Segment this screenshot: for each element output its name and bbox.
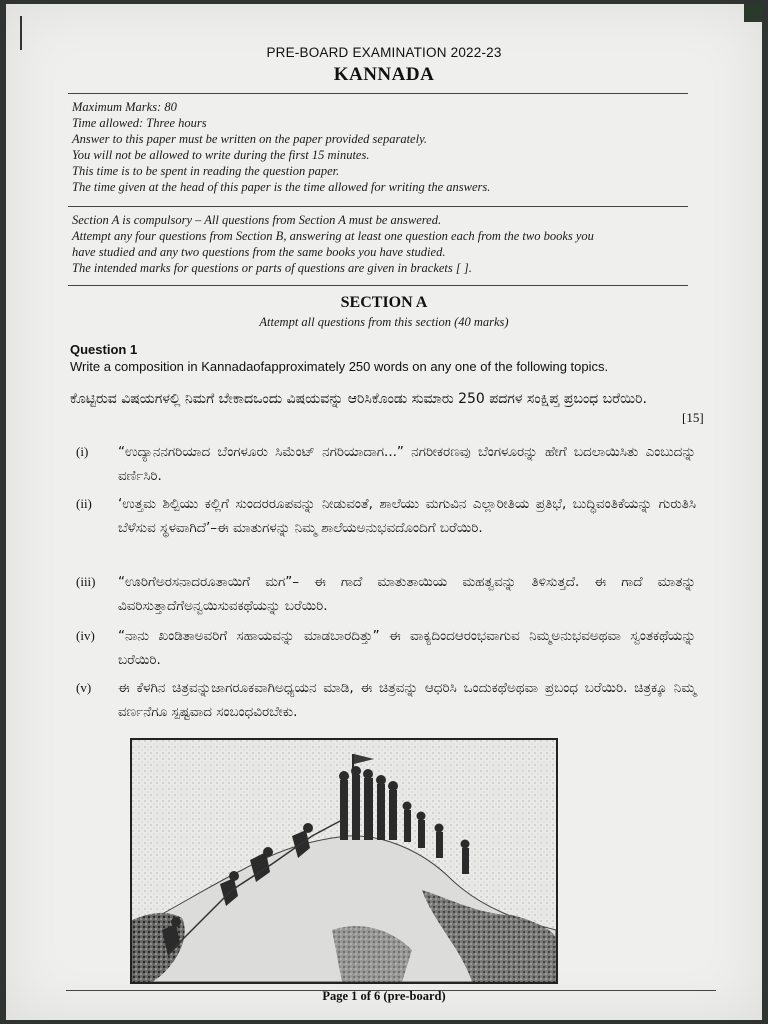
exam-title: PRE-BOARD EXAMINATION 2022-23 [266, 45, 502, 60]
question-prompt: Write a composition in Kannadaofapproximately 250 words on any one of the following topics. [70, 359, 609, 374]
question-marks: [15] [682, 410, 704, 425]
option-text: “ಉದ್ಯಾನನಗರಿಯಾದ ಬೆಂಗಳೂರು ಸಿಮೆಂಟ್ ನಗರಿಯಾದಾಗ...” ನಗರೀಕರಣವು ಬೆಂಗಳೂರನ್ನು ಹೇಗೆ ಬದಲಾಯಿಸಿತು ಎಂಬುದನ್ನು ವರ್ಣಿಸಿರಿ. [118, 444, 696, 484]
divider [68, 285, 688, 286]
topic-option [76, 492, 696, 566]
kannada-intro: ಕೊಟ್ಟಿರುವ ವಿಷಯಗಳಲ್ಲಿ ನಿಮಗೆ ಬೇಕಾದಒಂದು ವಿಷಯವನ್ನು ಆರಿಸಿಕೊಂಡು ಸುಮಾರು 250 ಪದಗಳ ಸಂಕ್ಷಿಪ್ತ ಪ್ರಬಂಧ ಬರೆಯಿರಿ. [70, 391, 647, 407]
instruction-answer: Answer to this paper must be written on the paper provided separately. [72, 132, 428, 146]
instruction-time-given: The time given at the head of this paper is the time allowed for writing the answers. [72, 180, 491, 194]
divider [68, 93, 688, 94]
instruction-time: Time allowed: Three hours [72, 116, 207, 130]
instruction-no-write: You will not be allowed to write during the first 15 minutes. [72, 148, 370, 162]
subject-title: KANNADA [333, 64, 435, 85]
option-text: ಈ ಕೆಳಗಿನ ಚಿತ್ರವನ್ನುಜಾಗರೂಕವಾಗಿಅಧ್ಯಯನ ಮಾಡಿ, ಈ ಚಿತ್ರವನ್ನು ಆಧರಿಸಿ ಒಂದುಕಥೆಅಥವಾ ಪ್ರಬಂಧ ಬರೆಯಿರಿ. ಚಿತ್ರಕ್ಕೂ ನಿಮ್ಮ ವರ್ಣನೆಗೂ ಸ್ಪಷ್ಟವಾದ ಸಂಬಂಧವಿರಬೇಕು. [118, 680, 696, 720]
option-number: (ii) [76, 496, 92, 511]
page-footer: Page 1 of 6 (pre-board) [322, 989, 446, 1003]
section-note-b-cont: have studied and any two questions from the same books you have studied. [72, 245, 446, 259]
topic-option [76, 624, 696, 672]
instruction-reading: This time is to be spent in reading the question paper. [72, 164, 340, 178]
option-number: (iii) [76, 574, 96, 589]
option-text: “ನಾನು ಖಂಡಿತಾಅವರಿಗೆ ಸಹಾಯವನ್ನು ಮಾಡಬಾರದಿತ್ತು” ಈ ವಾಕ್ಯದಿಂದಆರಂಭವಾಗುವ ನಿಮ್ಮಅನುಭವಅಥವಾ ಸ್ವಂತಕಥೆಯನ್ನು ಬರೆಯಿರಿ. [118, 628, 696, 668]
section-note-b: Attempt any four questions from Section B, answering at least one question each from the two books you [72, 229, 594, 243]
illustration-drawing [132, 740, 556, 982]
topic-option [76, 440, 696, 488]
divider [68, 206, 688, 207]
option-number: (v) [76, 680, 92, 695]
illustration-soldiers-climbing-hill [130, 738, 558, 984]
page-corner [744, 4, 762, 22]
topic-option [76, 570, 696, 618]
option-text: “ಊರಿಗೆಅರಸನಾದರೂತಾಯಿಗೆ ಮಗ”– ಈ ಗಾದೆ ಮಾತುತಾಯಿಯ ಮಹತ್ವವನ್ನು ತಿಳಿಸುತ್ತದೆ. ಈ ಗಾದೆ ಮಾತನ್ನು ವಿವರಿಸುತ್ತಾದೆಗೆಅನ್ವಯಿಸುವಕಥೆಯನ್ನು ಬರೆಯಿರಿ. [118, 574, 696, 614]
option-number: (i) [76, 444, 89, 459]
section-a-note: Attempt all questions from this section (40 marks) [259, 315, 509, 329]
instruction-max-marks: Maximum Marks: 80 [72, 100, 177, 114]
question-title: Question 1 [70, 342, 138, 357]
option-text: ‘ಉತ್ತಮ ಶಿಲ್ಪಿಯು ಕಲ್ಲಿಗೆ ಸುಂದರರೂಪವನ್ನು ನೀಡುವಂತೆ, ಶಾಲೆಯು ಮಗುವಿನ ಎಲ್ಲಾರೀತಿಯ ಪ್ರತಿಭೆ, ಬುದ್ಧಿವಂತಿಕೆಯನ್ನು ಗುರುತಿಸಿ ಬೆಳೆಸುವ ಸ್ಥಳವಾಗಿದೆ’–ಈ ಮಾತುಗಳನ್ನು ನಿಮ್ಮ ಶಾಲೆಯಅನುಭವದೊಂದಿಗೆ ಬರೆಯಿರಿ. [118, 496, 696, 536]
exam-paper [6, 4, 762, 1020]
option-number: (iv) [76, 628, 95, 643]
section-note-marks: The intended marks for questions or parts of questions are given in brackets [ ]. [72, 261, 472, 275]
section-a-title: SECTION A [340, 294, 428, 311]
section-note-a: Section A is compulsory – All questions from Section A must be answered. [72, 213, 442, 227]
